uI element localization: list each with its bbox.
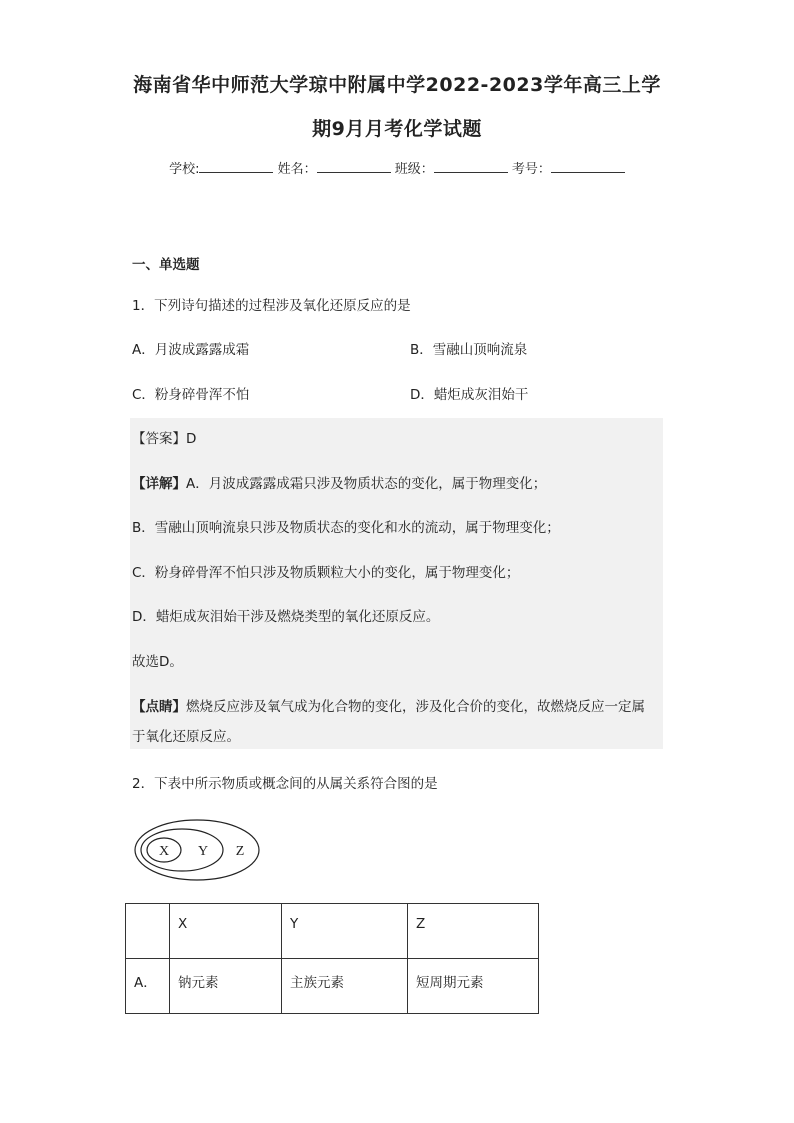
table-cell: 短周期元素 bbox=[408, 959, 539, 1014]
section-heading: 一、单选题 bbox=[132, 257, 200, 273]
q1-choose: 故选D。 bbox=[132, 654, 183, 670]
q2-table bbox=[125, 903, 539, 1014]
student-info-line bbox=[0, 158, 794, 177]
name-label: 姓名： bbox=[277, 162, 317, 177]
q1-option-c: C．粉身碎骨浑不怕 bbox=[132, 387, 250, 403]
label-z: Z bbox=[235, 844, 245, 859]
table-cell: A． bbox=[126, 959, 170, 1014]
table-cell: 主族元素 bbox=[282, 959, 408, 1014]
q1-option-a: A．月波成露露成霜 bbox=[132, 342, 250, 358]
detail-a-text: A．月波成露露成霜只涉及物质状态的变化，属于物理变化； bbox=[186, 476, 547, 492]
table-cell: X bbox=[170, 904, 282, 959]
middle-ellipse-y bbox=[141, 829, 223, 871]
answer-tag: 【答案】 bbox=[132, 431, 186, 447]
doc-title-line1: 海南省华中师范大学琼中附属中学2022-2023学年高三上学 bbox=[133, 74, 661, 96]
q1-detail-d: D．蜡炬成灰泪始干涉及燃烧类型的氧化还原反应。 bbox=[132, 609, 440, 625]
number-label: 考号： bbox=[511, 162, 551, 177]
doc-title-line2: 期9月月考化学试题 bbox=[312, 118, 482, 140]
q1-comment-line1 bbox=[132, 695, 645, 715]
comment-text-1: 燃烧反应涉及氧气成为化合物的变化，涉及化合价的变化，故燃烧反应一定属 bbox=[186, 699, 645, 715]
q2-stem: 2．下表中所示物质或概念间的从属关系符合图的是 bbox=[132, 776, 438, 792]
table-cell: Y bbox=[282, 904, 408, 959]
class-label: 班级： bbox=[394, 162, 434, 177]
number-blank bbox=[551, 160, 625, 173]
school-label: 学校: bbox=[169, 162, 200, 177]
class-blank bbox=[434, 160, 508, 173]
q1-answer bbox=[132, 427, 196, 447]
q1-detail-a bbox=[132, 472, 546, 492]
answer-value: D bbox=[186, 431, 197, 447]
detail-tag: 【详解】 bbox=[132, 476, 186, 492]
q1-option-d: D．蜡炬成灰泪始干 bbox=[410, 387, 529, 403]
school-blank bbox=[199, 160, 273, 173]
table-row bbox=[126, 904, 539, 959]
table-cell: Z bbox=[408, 904, 539, 959]
name-blank bbox=[317, 160, 391, 173]
q1-detail-c: C．粉身碎骨浑不怕只涉及物质颗粒大小的变化，属于物理变化； bbox=[132, 565, 520, 581]
q1-comment-line2: 于氧化还原反应。 bbox=[132, 729, 240, 745]
nested-ellipse-diagram bbox=[130, 815, 265, 885]
table-cell bbox=[126, 904, 170, 959]
q1-stem: 1．下列诗句描述的过程涉及氧化还原反应的是 bbox=[132, 298, 411, 314]
comment-tag: 【点睛】 bbox=[132, 699, 186, 715]
label-x: X bbox=[158, 844, 170, 859]
label-y: Y bbox=[197, 844, 209, 859]
table-cell: 钠元素 bbox=[170, 959, 282, 1014]
q1-option-b: B．雪融山顶响流泉 bbox=[410, 342, 528, 358]
table-row bbox=[126, 959, 539, 1014]
q1-detail-b: B．雪融山顶响流泉只涉及物质状态的变化和水的流动，属于物理变化； bbox=[132, 520, 560, 536]
